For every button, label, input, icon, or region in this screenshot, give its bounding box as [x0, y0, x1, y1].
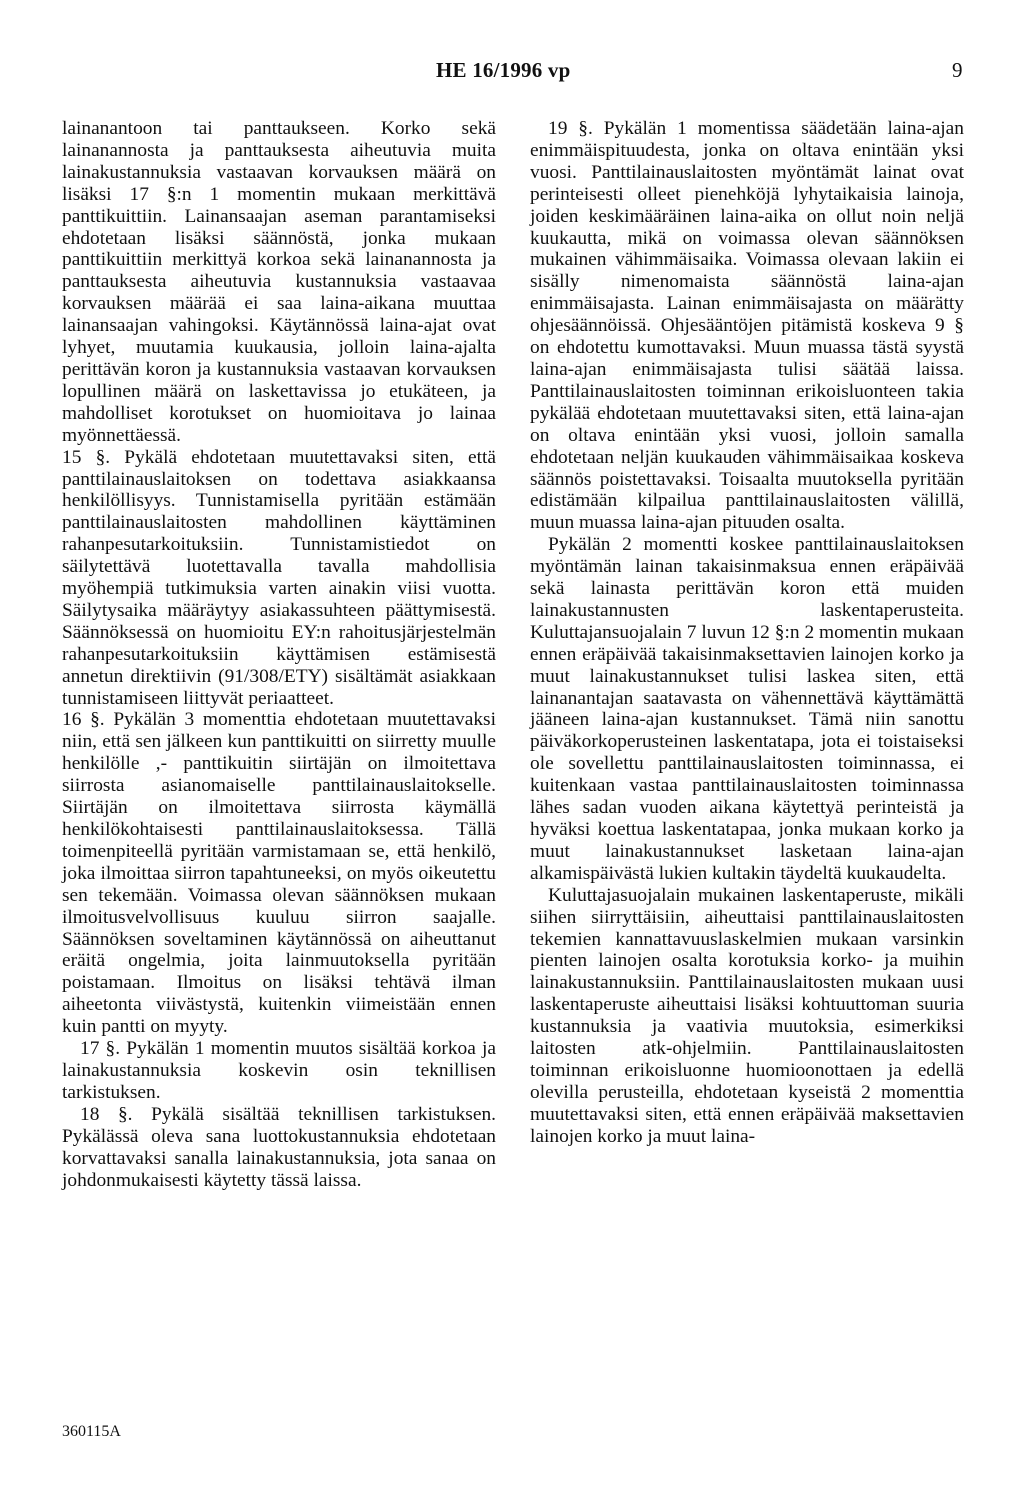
- paragraph-calculation-basis: Kuluttajasuojalain mukainen laskentaperuste, mikäli siihen siirryttäisiin, aiheuttaisi panttilainauslaitosten tekemien kannattavuuslaskelmien mukaan varsinkin pienten lainojen osalta korotuksia korko- ja muihin lainakustannuksiin. Panttilainauslaitosten mukaan uusi laskentaperuste aiheuttaisi lisäksi kohtuuttoman suuria kustannuksia ja vaativia muutoksia, esimerkiksi laitosten atk-ohjelmiin. Panttilainauslaitosten toiminnan erikoisluonne huomioonottaen ja edellä olevilla perusteilla, ehdotetaan kyseistä 2 momenttia muutettavaksi siten, että ennen eräpäivää maksettavien lainojen korko ja muut laina-: [530, 884, 964, 1147]
- left-text-column: [62, 118, 496, 1191]
- document-title: HE 16/1996 vp: [436, 58, 571, 82]
- page-number: 9: [952, 58, 963, 82]
- paragraph-section-17: 17 §. Pykälän 1 momentin muutos sisältää korkoa ja lainakustannuksia koskevin osin teknillisen tarkistuksen.: [62, 1038, 496, 1103]
- print-code: 360115A: [62, 1423, 121, 1440]
- paragraph-section-16: 16 §. Pykälän 3 momenttia ehdotetaan muutettavaksi niin, että sen jälkeen kun panttikuitti on siirretty muulle henkilölle ,- panttikuitin siirtäjän on ilmoitettava siirrosta asianomaiselle panttilainauslaitokselle. Siirtäjän on ilmoitettava siirrosta käymällä henkilökohtaisesti panttilainauslaitoksessa. Tällä toimenpiteellä pyritään varmistamaan se, että henkilö, joka ilmoittaa siirron tapahtuneeksi, on myös oikeutettu sen tekemään. Voimassa olevan säännöksen mukaan ilmoitusvelvollisuus kuuluu siirron saajalle. Säännöksen soveltaminen käytännössä on aiheuttanut eräitä ongelmia, joita lainmuutoksella pyritään poistamaan. Ilmoitus on lisäksi tehtävä ilman aiheetonta viivästystä, kuitenkin viimeistään ennen kuin pantti on myyty.: [62, 709, 496, 1038]
- paragraph-moment-2: Pykälän 2 momentti koskee panttilainauslaitoksen myöntämän lainan takaisinmaksua ennen eräpäivää sekä lainasta perittävän koron että muiden lainakustannusten laskentaperusteita. Kuluttajansuojalain 7 luvun 12 §:n 2 momentin mukaan ennen eräpäivää takaisinmaksettavien lainojen korko ja muut lainakustannukset tulisi laskea siten, että lainanantajan saatavasta on vähennettävä käyttämättä jääneen laina-ajan kustannukset. Tämä niin sanottu päiväkorkoperusteinen laskentatapa, jota ei toistaiseksi ole sovellettu panttilainauslaitosten toiminnassa, ei kuitenkaan vastaa panttilainauslaitosten toiminnassa lähes sadan vuoden aikana käytettyä perinteistä ja hyväksi koettua laskentatapaa, jonka mukaan korko ja muut lainakustannukset lasketaan laina-ajan alkamispäivästä lukien kultakin täydeltä kuukaudelta.: [530, 534, 964, 884]
- paragraph-section-18: 18 §. Pykälä sisältää teknillisen tarkistuksen. Pykälässä oleva sana luottokustannuksia ehdotetaan korvattavaksi sanalla lainakustannuksia, jota sanaa on johdonmukaisesti käytetty tässä laissa.: [62, 1103, 496, 1191]
- paragraph-lainanantoon: lainanantoon tai panttaukseen. Korko sekä lainanannosta ja panttauksesta aiheutuvia muita lainakustannuksia vastaavan korvauksen määrä on lisäksi 17 §:n 1 momentin mukaan merkittävä panttikuittiin. Lainansaajan aseman parantamiseksi ehdotetaan lisäksi säännöstä, jonka mukaan panttikuittiin merkittyä korkoa sekä lainanannosta ja panttauksesta aiheutuvia kustannuksia vastaavaa korvauksen määrää ei saa laina-aikana muuttaa lainansaajan vahingoksi. Käytännössä laina-ajat ovat lyhyet, muutamia kuukausia, jolloin laina-ajalta perittävän koron ja kustannuksia vastaavan korvauksen lopullinen määrä on laskettavissa jo etukäteen, ja mahdolliset korotukset on huomioitava jo lainaa myönnettäessä.: [62, 118, 496, 446]
- right-text-column: [530, 118, 964, 1148]
- page-header: [0, 58, 1024, 88]
- paragraph-section-19: 19 §. Pykälän 1 momentissa säädetään laina-ajan enimmäispituudesta, jonka on oltava enintään yksi vuosi. Panttilainauslaitosten myöntämät lainat ovat perinteisesti olleet pienehköjä lyhytaikaisia lainoja, joiden keskimääräinen laina-aika on ollut noin neljä kuukautta, mikä on voimassa olevan säännöksen mukainen vähimmäisaika. Voimassa olevaan lakiin ei sisälly nimenomaista säännöstä laina-ajan enimmäisajasta. Lainan enimmäisajasta on määrätty ohjesäännöissä. Ohjesääntöjen pitämistä koskeva 9 § on ehdotettu kumottavaksi. Muun muassa tästä syystä laina-ajan enimmäisajasta tulisi säätää laissa. Panttilainauslaitosten toiminnan erikoisluonteen takia pykälää ehdotetaan muutettavaksi siten, että laina-ajan on oltava enintään yksi vuosi, jolloin samalla ehdotetaan neljän kuukauden vähimmäisaikaa koskeva säännös poistettavaksi. Toisaalta muutoksella pyritään edistämään kilpailua panttilainauslaitosten välillä, muun muassa laina-ajan pituuden osalta.: [530, 118, 964, 534]
- paragraph-section-15: 15 §. Pykälä ehdotetaan muutettavaksi siten, että panttilainauslaitoksen on todettava asiakkaansa henkilöllisyys. Tunnistamisella pyritään estämään panttilainauslaitosten mahdollinen käyttäminen rahanpesutarkoituksiin. Tunnistamistiedot on säilytettävä luotettavalla tavalla mahdollisia myöhempiä tutkimuksia varten ainakin viisi vuotta. Säilytysaika määräytyy asiakassuhteen päättymisestä. Säännöksessä on huomioitu EY:n rahoitusjärjestelmän rahanpesutarkoituksiin käyttämisen estämisestä annetun direktiivin (91/308/ETY) sisältämät asiakkaan tunnistamiseen liittyvät periaatteet.: [62, 446, 496, 709]
